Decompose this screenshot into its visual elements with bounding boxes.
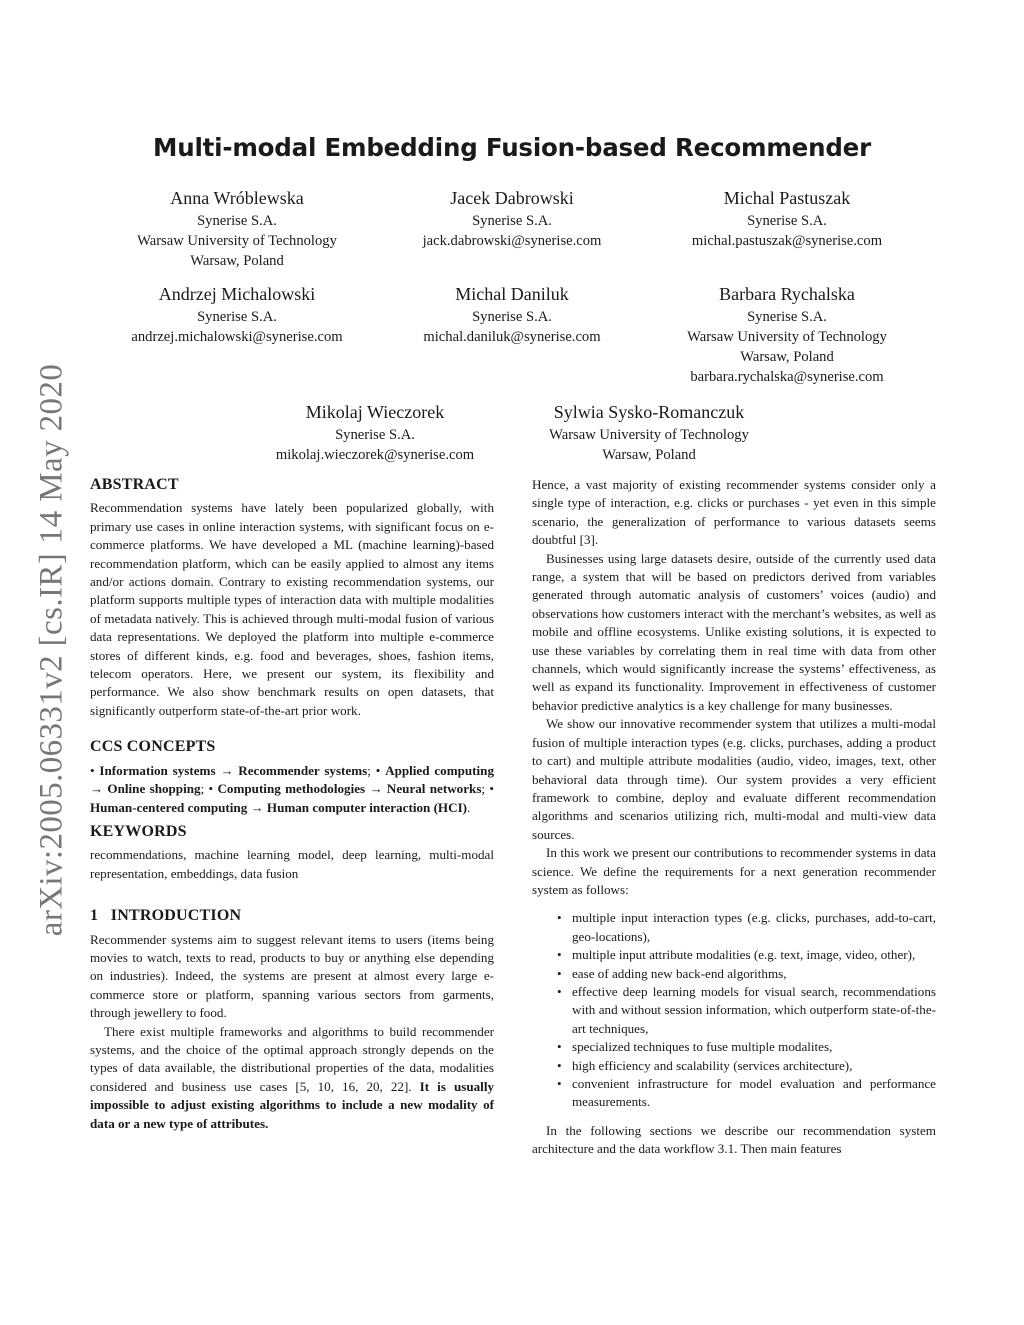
author-email: michal.pastuszak@synerise.com xyxy=(691,233,883,249)
author-block xyxy=(375,185,649,251)
author-block xyxy=(650,185,924,251)
body-paragraph: Businesses using large datasets desire, outside of the currently used data range, a system that will be based on predictors derived from variables generated through automatic analysis of customers’ voices (audio) and observations how customers interact with the merchant’s websites, as well as mobile and offline ecosystems. Unlike existing solutions, it is expected to use these variables by correlating them in real time with data from other channels, which would significantly increase the systems’ effectiveness, as well as expand its functionality. Improvement in effectiveness of customer behavior predictive analytics is a key challenge for many businesses. xyxy=(532,550,936,713)
author-name: Barbara Rychalska xyxy=(719,284,855,304)
requirements-list xyxy=(532,909,936,1111)
author-affiliation: Warsaw University of Technology xyxy=(549,427,749,443)
author-block xyxy=(100,185,374,271)
author-block xyxy=(238,399,512,465)
author-affiliation: Synerise S.A. xyxy=(197,213,277,229)
abstract-heading: ABSTRACT xyxy=(90,476,179,493)
right-column xyxy=(532,476,936,1159)
author-email: barbara.rychalska@synerise.com xyxy=(690,369,884,385)
author-email: michal.daniluk@synerise.com xyxy=(423,329,601,345)
author-name: Anna Wróblewska xyxy=(170,188,304,208)
ccs-heading: CCS CONCEPTS xyxy=(90,738,216,756)
body-paragraph: In this work we present our contributions to recommender systems in data science. We define the requirements for a next generation recommender system as follows: xyxy=(532,845,936,897)
author-name: Sylwia Sysko-Romanczuk xyxy=(553,402,745,422)
author-affiliation: Warsaw University of Technology xyxy=(137,233,337,249)
list-item: • convenient infrastructure for model evaluation and performance measurements. xyxy=(557,1076,936,1110)
list-item: • specialized techniques to fuse multiple modalites, xyxy=(557,1039,833,1055)
author-affiliation: Synerise S.A. xyxy=(747,309,827,325)
author-affiliation: Synerise S.A. xyxy=(472,309,552,325)
author-name: Andrzej Michalowski xyxy=(158,284,316,304)
author-block xyxy=(375,281,649,347)
ccs-concept: Applied computing → Online shopping xyxy=(90,762,494,797)
author-name: Michal Daniluk xyxy=(455,284,569,304)
author-name: Mikolaj Wieczorek xyxy=(305,402,445,422)
list-item: • ease of adding new back-end algorithms, xyxy=(557,965,787,981)
author-affiliation: Warsaw, Poland xyxy=(740,349,834,365)
ccs-concept: Computing methodologies → Neural networks xyxy=(217,781,482,797)
author-affiliation: Warsaw, Poland xyxy=(190,253,284,269)
author-affiliation: Synerise S.A. xyxy=(197,309,277,325)
author-name: Michal Pastuszak xyxy=(723,188,851,208)
body-paragraph: In the following sections we describe our recommendation system architecture and the data workflow 3.1. Then main features xyxy=(532,1122,936,1157)
ccs-concept: Human-centered computing → Human computer interaction (HCI) xyxy=(90,799,468,815)
author-affiliation: Warsaw, Poland xyxy=(602,447,696,463)
intro-emphasis: It is usually impossible to adjust existing algorithms to include a new modality of data or a new type of attributes. xyxy=(90,1078,495,1131)
left-column xyxy=(90,476,494,1133)
keywords-text: recommendations, machine learning model, deep learning, multi-modal representation, embeddings, data fusion xyxy=(90,847,494,881)
body-paragraph: We show our innovative recommender system that utilizes a multi-modal fusion of multiple interaction types (e.g. clicks, purchases, adding a product to cart) and multiple attribute modalities (audio, video, images, text, other behavioral data through time). Our system provides a very efficient framework to combine, deploy and evaluate different recommendation algorithms and scenarios utilizing rich, multi-modal and multi-view data sources. xyxy=(532,716,936,842)
intro-paragraph: Recommender systems aim to suggest relevant items to users (items being movies to watch, texts to read, products to buy or anything else depending on industries). Indeed, the systems are present at almost every large e-commerce store or platform, spanning various sectors from garments, through jewellery to food. xyxy=(90,931,494,1021)
author-block xyxy=(650,281,924,387)
author-affiliation: Synerise S.A. xyxy=(472,213,552,229)
list-item: • effective deep learning models for visual search, recommendations with and without session information, which outperform state-of-the-art techniques, xyxy=(557,983,936,1036)
intro-paragraph: There exist multiple frameworks and algorithms to build recommender systems, and the choice of the optimal approach strongly depends on the types of data available, the distributional properties of the data, modalities considered and business use cases [5, 10, 16, 20, 22]. It is usually impossible to adjust existing algorithms to include a new modality of data or a new type of attributes. xyxy=(90,1023,495,1131)
author-affiliation: Synerise S.A. xyxy=(335,427,415,443)
author-block xyxy=(512,399,786,465)
section-heading-introduction: 1 INTRODUCTION xyxy=(90,907,242,925)
abstract-text: Recommendation systems have lately been popularized globally, with primary use cases in online interaction systems, with significant focus on e-commerce platforms. We have developed a ML (machine learning)-based recommendation platform, which can be easily applied to almost any items and/or actions domain. Contrary to existing recommendation systems, our platform supports multiple types of interaction data with multiple modalities of metadata natively. This is achieved through multi-modal fusion of various data representations. We deployed the platform into multiple e-commerce stores of different kinds, e.g. food and beverages, shoes, fashion items, telecom operators. Here, we present our system, its flexibility and performance. We also show benchmark results on open datasets, that significantly outperform state-of-the-art prior work. xyxy=(90,500,494,718)
body-paragraph: Hence, a vast majority of existing recommender systems consider only a single type of interaction, e.g. clicks or purchases - yet even in this simple scenario, the generalization of performance to various datasets seems doubtful [3]. xyxy=(532,477,936,548)
ccs-concept: Information systems → Recommender systems xyxy=(99,762,368,778)
author-name: Jacek Dabrowski xyxy=(450,188,574,208)
author-block xyxy=(100,281,374,347)
author-email: jack.dabrowski@synerise.com xyxy=(422,233,602,249)
paper-title: Multi-modal Embedding Fusion-based Recommender xyxy=(153,133,871,162)
author-email: andrzej.michalowski@synerise.com xyxy=(131,329,343,345)
author-affiliation: Synerise S.A. xyxy=(747,213,827,229)
author-email: mikolaj.wieczorek@synerise.com xyxy=(275,447,475,463)
author-affiliation: Warsaw University of Technology xyxy=(687,329,887,345)
list-item: • multiple input attribute modalities (e.g. text, image, video, other), xyxy=(557,947,916,963)
arxiv-stamp: arXiv:2005.06331v2 [cs.IR] 14 May 2020 xyxy=(33,363,70,937)
list-item: • multiple input interaction types (e.g. clicks, purchases, add-to-cart, geo-locations), xyxy=(557,910,936,944)
keywords-heading: KEYWORDS xyxy=(90,822,187,840)
ccs-concepts: • Information systems → Recommender systems; • Applied computing → Online shopping; • Computing methodologies → Neural networks; • Human-centered computing → Human computer interaction (HCI). xyxy=(90,762,494,815)
list-item: • high efficiency and scalability (services architecture), xyxy=(557,1057,853,1073)
